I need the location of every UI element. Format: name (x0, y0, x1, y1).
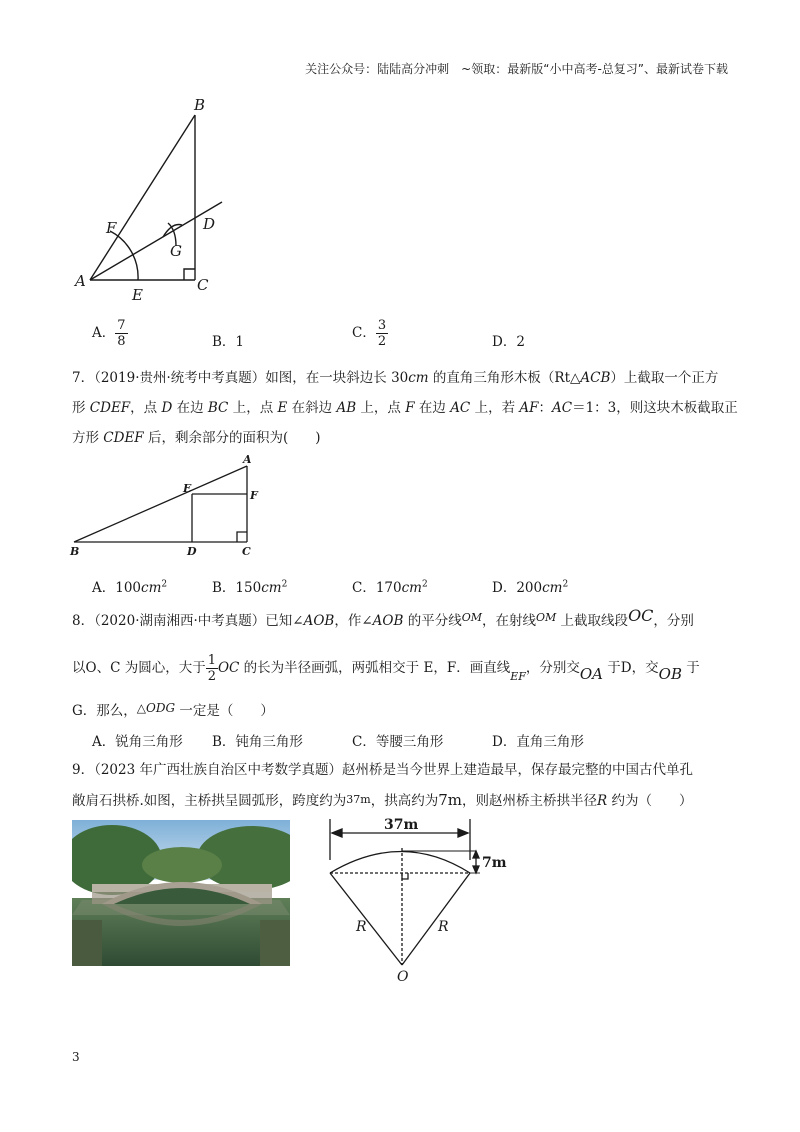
q6-option-d[interactable]: D．2 (492, 334, 525, 350)
q8-option-a[interactable]: A．锐角三角形 (92, 734, 183, 750)
label-height: 7m (482, 855, 507, 871)
q9-line-2 (72, 790, 692, 811)
math: OM (461, 611, 482, 624)
q7-option-a[interactable] (92, 576, 167, 596)
label-d: D (187, 545, 197, 558)
text: 在边 (172, 400, 208, 416)
text: ： (538, 400, 552, 416)
figure-q6-triangle (60, 90, 250, 310)
unit: cm (542, 580, 563, 596)
radius-right (402, 873, 470, 965)
zhaozhou-bridge-photo (72, 820, 290, 966)
figure-q9-arch (318, 815, 518, 990)
fraction (115, 318, 127, 349)
math: R (597, 793, 608, 809)
bisector-ray (90, 202, 222, 280)
text: 以O、C 为圆心，大于 (72, 660, 206, 676)
label-b: B (194, 96, 206, 114)
text: 的长为半径画弧，两弧相交于 E，F．画直线 (239, 660, 511, 676)
superscript: 2 (421, 579, 428, 590)
math: OM (535, 611, 557, 624)
label-span: 37m (384, 817, 419, 833)
fraction-denominator: 8 (117, 334, 126, 349)
label-a: A (75, 272, 86, 290)
q7-option-c[interactable] (352, 576, 428, 596)
page-header: 关注公众号：陆陆高分冲刺 ~领取：最新版“小中高考-总复习”、最新试卷下载 (305, 62, 728, 76)
text: ，则赵州桥主桥拱半径 (462, 793, 598, 809)
superscript: 2 (281, 579, 288, 590)
math: D (161, 400, 173, 416)
math: BC (207, 400, 229, 416)
text: ＝1：3，则这块木板截取正 (572, 400, 738, 416)
label-e: E (183, 482, 192, 495)
fraction (206, 653, 218, 684)
q9-line-1: 9．（2023 年广西壮族自治区中考数学真题）赵州桥是当今世界上建造最早，保存最完整的中国古代单孔 (72, 762, 693, 778)
text: ，作 (334, 613, 362, 629)
q7-option-b[interactable] (212, 576, 287, 596)
math: OC (217, 660, 240, 676)
option-text: D．200 (492, 580, 543, 596)
math: 7m (438, 791, 463, 809)
math: OB (658, 665, 682, 683)
math: CDEF (89, 400, 131, 416)
label-e: E (132, 286, 143, 304)
text: 的平分线 (403, 613, 462, 629)
text: ，点 (130, 400, 162, 416)
math: AC (450, 400, 471, 416)
q7-option-d[interactable] (492, 576, 568, 596)
q8-option-c[interactable]: C．等腰三角形 (352, 734, 444, 750)
text: 形 (72, 400, 90, 416)
q6-option-b[interactable]: B．1 (212, 334, 245, 350)
text: 上，点 (228, 400, 278, 416)
arrow-down (473, 866, 479, 873)
q8-option-b[interactable]: B．钝角三角形 (212, 734, 303, 750)
q8-option-d[interactable]: D．直角三角形 (492, 734, 584, 750)
text: 8．（2020·湖南湘西·中考真题）已知 (72, 613, 293, 629)
label-r-left: R (356, 919, 367, 935)
label-b: B (70, 545, 80, 558)
text: 后，剩余部分的面积为( ) (143, 430, 321, 446)
arrow-right (458, 829, 468, 837)
fraction (376, 318, 388, 349)
q6-option-a[interactable] (92, 318, 128, 349)
text: 约为（ ） (607, 793, 693, 809)
text: ，分别交 (525, 660, 580, 676)
option-text: A．100 (92, 580, 142, 596)
label-g: G (170, 242, 182, 260)
text: 在边 (414, 400, 451, 416)
text: 于D，交 (603, 660, 659, 676)
text: 7．（2019·贵州·统考中考真题）如图，在一块斜边长 30 (72, 370, 409, 386)
text: G．那么， (72, 703, 137, 719)
text: 的直角三角形木板（Rt△ (428, 370, 581, 386)
option-label: A． (92, 325, 116, 341)
math: F (405, 400, 415, 416)
option-text: B．150 (212, 580, 262, 596)
text: 方形 (72, 430, 104, 446)
math: AF (519, 400, 539, 416)
unit: cm (141, 580, 162, 596)
math: ACB (580, 370, 611, 386)
text: 敞肩石拱桥.如图，主桥拱呈圆弧形，跨度约为 (72, 793, 347, 809)
math: OA (579, 665, 604, 683)
q8-line-2 (72, 650, 700, 695)
math: cm (408, 370, 429, 386)
unit: cm (261, 580, 282, 596)
math: EF (510, 670, 526, 683)
label-f: F (250, 489, 258, 502)
math: CDEF (103, 430, 144, 446)
text: 一定是（ ） (175, 703, 274, 719)
text: ，拱高约为 (370, 793, 439, 809)
math: E (277, 400, 288, 416)
figure-q7-square-in-triangle (62, 452, 272, 562)
text: ，分别 (653, 613, 694, 629)
arrow-left (332, 829, 342, 837)
unit: cm (401, 580, 422, 596)
text: ）上截取一个正方 (610, 370, 719, 386)
arc-ef (110, 231, 138, 280)
page-number: 3 (72, 1050, 80, 1064)
text: 在斜边 (287, 400, 337, 416)
q7-line-3 (72, 428, 321, 448)
math: ∠AOB (361, 613, 404, 629)
option-text: C．170 (352, 580, 402, 596)
superscript: 2 (161, 579, 168, 590)
right-angle-mark (184, 269, 195, 280)
math: OC (628, 606, 654, 625)
right-angle-mark (237, 532, 247, 542)
math: AB (336, 400, 357, 416)
text: 上截取线段 (556, 613, 629, 629)
math: ∠AOB (292, 613, 335, 629)
right-angle-mark (402, 873, 408, 879)
side-ab (74, 466, 247, 542)
option-label: C． (352, 325, 376, 341)
q8-line-1 (72, 606, 694, 631)
fraction-numerator: 1 (207, 653, 216, 668)
fraction-numerator: 3 (377, 318, 387, 333)
superscript: 2 (562, 579, 569, 590)
math: AC (552, 400, 573, 416)
text: 上，点 (356, 400, 406, 416)
q7-line-1 (72, 368, 718, 388)
label-r-right: R (438, 919, 449, 935)
label-f: F (106, 219, 117, 237)
label-c: C (242, 545, 251, 558)
fraction-denominator: 2 (377, 334, 387, 349)
q6-option-c[interactable] (352, 318, 388, 349)
arch-arc (330, 852, 470, 874)
text: 上，若 (470, 400, 520, 416)
q7-line-2 (72, 398, 738, 418)
math: 37m (346, 793, 371, 806)
q8-line-3 (72, 698, 274, 721)
label-o: O (397, 969, 409, 985)
label-c: C (197, 276, 209, 294)
text: ，在射线 (481, 613, 536, 629)
fraction-numerator: 7 (117, 318, 126, 333)
label-d: D (203, 215, 216, 233)
text: 于 (681, 660, 700, 676)
fraction-denominator: 2 (207, 669, 216, 684)
arrow-up (473, 851, 479, 858)
label-a: A (243, 453, 252, 466)
math: △ODG (136, 701, 176, 715)
